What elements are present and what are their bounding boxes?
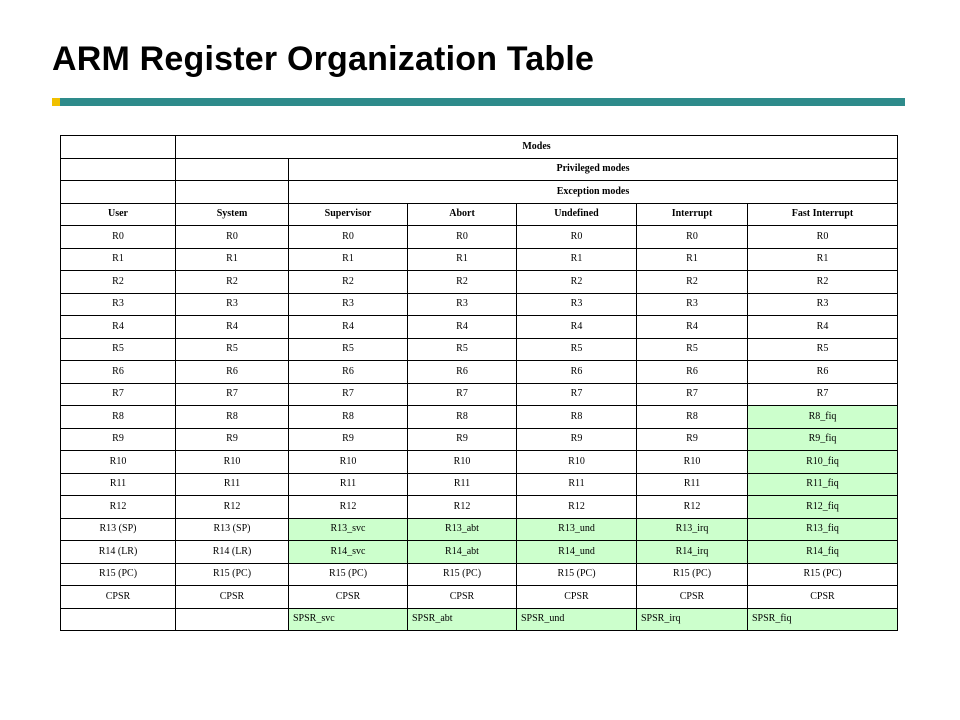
register-cell-fast-interrupt: CPSR [748,586,898,609]
table-row [61,383,898,406]
register-cell-user: R10 [61,451,176,474]
register-cell-abort: R0 [408,226,517,249]
register-cell-fast-interrupt: R8_fiq [748,406,898,429]
register-cell-system: R13 (SP) [176,518,289,541]
register-cell-supervisor: R6 [289,361,408,384]
column-header-fast-interrupt: Fast Interrupt [748,203,898,226]
register-cell-undefined: R1 [517,248,637,271]
register-cell-system: R9 [176,428,289,451]
register-cell-supervisor: R1 [289,248,408,271]
register-cell-abort: R5 [408,338,517,361]
register-cell-fast-interrupt: R15 (PC) [748,563,898,586]
register-cell-system: R10 [176,451,289,474]
register-cell-fast-interrupt: R10_fiq [748,451,898,474]
column-header-system: System [176,203,289,226]
register-cell-system [176,608,289,631]
table-row [61,496,898,519]
register-cell-user [61,608,176,631]
register-cell-interrupt: R2 [637,271,748,294]
register-cell-abort: R4 [408,316,517,339]
register-cell-supervisor: R13_svc [289,518,408,541]
title-underline [52,98,905,106]
register-cell-undefined: R13_und [517,518,637,541]
register-cell-abort: R3 [408,293,517,316]
register-cell-fast-interrupt: R12_fiq [748,496,898,519]
register-cell-user: R9 [61,428,176,451]
register-cell-supervisor: R11 [289,473,408,496]
register-cell-supervisor: R5 [289,338,408,361]
register-cell-abort: R15 (PC) [408,563,517,586]
table-row [61,608,898,631]
register-cell-supervisor: CPSR [289,586,408,609]
table-row [61,473,898,496]
register-cell-undefined: R15 (PC) [517,563,637,586]
register-cell-system: R3 [176,293,289,316]
table-row [61,271,898,294]
register-cell-fast-interrupt: R9_fiq [748,428,898,451]
register-cell-interrupt: R14_irq [637,541,748,564]
register-cell-fast-interrupt: R0 [748,226,898,249]
column-header-supervisor: Supervisor [289,203,408,226]
table-row [61,316,898,339]
register-cell-user: R4 [61,316,176,339]
register-cell-undefined: R0 [517,226,637,249]
register-cell-interrupt: SPSR_irq [637,608,748,631]
register-cell-fast-interrupt: R11_fiq [748,473,898,496]
table-row [61,586,898,609]
register-cell-interrupt: R7 [637,383,748,406]
register-cell-abort: CPSR [408,586,517,609]
register-cell-interrupt: R6 [637,361,748,384]
table-row [61,563,898,586]
register-cell-undefined: R3 [517,293,637,316]
register-cell-supervisor: R4 [289,316,408,339]
register-cell-system: R14 (LR) [176,541,289,564]
register-cell-system: R1 [176,248,289,271]
register-cell-abort: R1 [408,248,517,271]
header-row-privileged [61,158,898,181]
register-cell-interrupt: R13_irq [637,518,748,541]
register-cell-supervisor: R0 [289,226,408,249]
register-cell-undefined: R11 [517,473,637,496]
header-row-exception [61,181,898,204]
column-header-interrupt: Interrupt [637,203,748,226]
title-underline-cap [52,98,60,106]
register-cell-interrupt: R5 [637,338,748,361]
register-cell-undefined: R9 [517,428,637,451]
register-cell-interrupt: R11 [637,473,748,496]
register-cell-user: R2 [61,271,176,294]
table-row [61,361,898,384]
register-cell-abort: R14_abt [408,541,517,564]
register-cell-user: R5 [61,338,176,361]
register-cell-user: CPSR [61,586,176,609]
register-cell-user: R3 [61,293,176,316]
register-cell-interrupt: R1 [637,248,748,271]
register-cell-undefined: R14_und [517,541,637,564]
column-header-undefined: Undefined [517,203,637,226]
register-cell-system: R4 [176,316,289,339]
register-cell-abort: R2 [408,271,517,294]
register-cell-user: R8 [61,406,176,429]
register-cell-supervisor: R9 [289,428,408,451]
register-cell-supervisor: R10 [289,451,408,474]
register-cell-supervisor: R8 [289,406,408,429]
register-cell-abort: R8 [408,406,517,429]
register-cell-fast-interrupt: R2 [748,271,898,294]
register-cell-interrupt: R0 [637,226,748,249]
register-cell-undefined: R10 [517,451,637,474]
register-cell-system: R2 [176,271,289,294]
register-cell-user: R0 [61,226,176,249]
register-cell-supervisor: R12 [289,496,408,519]
privileged-modes-header: Privileged modes [289,158,898,181]
table-row [61,338,898,361]
register-cell-interrupt: R9 [637,428,748,451]
register-cell-abort: R12 [408,496,517,519]
register-cell-undefined: R4 [517,316,637,339]
register-cell-system: R7 [176,383,289,406]
register-cell-undefined: R8 [517,406,637,429]
register-cell-supervisor: R2 [289,271,408,294]
table-row [61,406,898,429]
register-cell-interrupt: R10 [637,451,748,474]
modes-header: Modes [176,136,898,159]
register-cell-undefined: R6 [517,361,637,384]
register-cell-abort: SPSR_abt [408,608,517,631]
register-cell-user: R1 [61,248,176,271]
register-cell-undefined: SPSR_und [517,608,637,631]
register-cell-system: R8 [176,406,289,429]
register-cell-fast-interrupt: R7 [748,383,898,406]
register-cell-interrupt: R12 [637,496,748,519]
header-empty-cell [176,181,289,204]
table-row [61,293,898,316]
table-row [61,451,898,474]
register-cell-system: R5 [176,338,289,361]
register-table [60,135,898,631]
register-cell-fast-interrupt: SPSR_fiq [748,608,898,631]
register-cell-interrupt: R4 [637,316,748,339]
table-row [61,541,898,564]
register-cell-user: R15 (PC) [61,563,176,586]
exception-modes-header: Exception modes [289,181,898,204]
register-cell-fast-interrupt: R4 [748,316,898,339]
header-empty-cell [61,158,176,181]
register-cell-fast-interrupt: R3 [748,293,898,316]
register-cell-undefined: R7 [517,383,637,406]
header-empty-cell [176,158,289,181]
header-empty-cell [61,136,176,159]
register-cell-interrupt: R15 (PC) [637,563,748,586]
register-cell-undefined: R5 [517,338,637,361]
register-cell-abort: R10 [408,451,517,474]
register-cell-interrupt: R8 [637,406,748,429]
register-cell-system: R12 [176,496,289,519]
register-cell-system: R6 [176,361,289,384]
register-cell-abort: R13_abt [408,518,517,541]
column-header-user: User [61,203,176,226]
register-cell-abort: R11 [408,473,517,496]
register-cell-interrupt: CPSR [637,586,748,609]
register-cell-supervisor: R14_svc [289,541,408,564]
register-cell-supervisor: R15 (PC) [289,563,408,586]
register-cell-undefined: CPSR [517,586,637,609]
register-cell-supervisor: R7 [289,383,408,406]
register-cell-user: R14 (LR) [61,541,176,564]
register-cell-user: R12 [61,496,176,519]
table-row [61,518,898,541]
register-cell-system: R0 [176,226,289,249]
table-row [61,226,898,249]
register-cell-abort: R6 [408,361,517,384]
register-cell-undefined: R12 [517,496,637,519]
register-cell-fast-interrupt: R1 [748,248,898,271]
slide-title: ARM Register Organization Table [52,40,595,78]
register-cell-user: R13 (SP) [61,518,176,541]
column-header-row [61,203,898,226]
register-cell-supervisor: R3 [289,293,408,316]
register-cell-interrupt: R3 [637,293,748,316]
register-cell-abort: R7 [408,383,517,406]
register-cell-user: R11 [61,473,176,496]
table-row [61,428,898,451]
register-cell-user: R7 [61,383,176,406]
register-cell-fast-interrupt: R14_fiq [748,541,898,564]
register-cell-supervisor: SPSR_svc [289,608,408,631]
register-cell-system: R11 [176,473,289,496]
table-row [61,248,898,271]
register-cell-fast-interrupt: R13_fiq [748,518,898,541]
register-cell-system: R15 (PC) [176,563,289,586]
header-empty-cell [61,181,176,204]
register-cell-fast-interrupt: R5 [748,338,898,361]
header-row-modes [61,136,898,159]
register-cell-fast-interrupt: R6 [748,361,898,384]
register-cell-undefined: R2 [517,271,637,294]
register-cell-system: CPSR [176,586,289,609]
register-cell-user: R6 [61,361,176,384]
column-header-abort: Abort [408,203,517,226]
register-cell-abort: R9 [408,428,517,451]
